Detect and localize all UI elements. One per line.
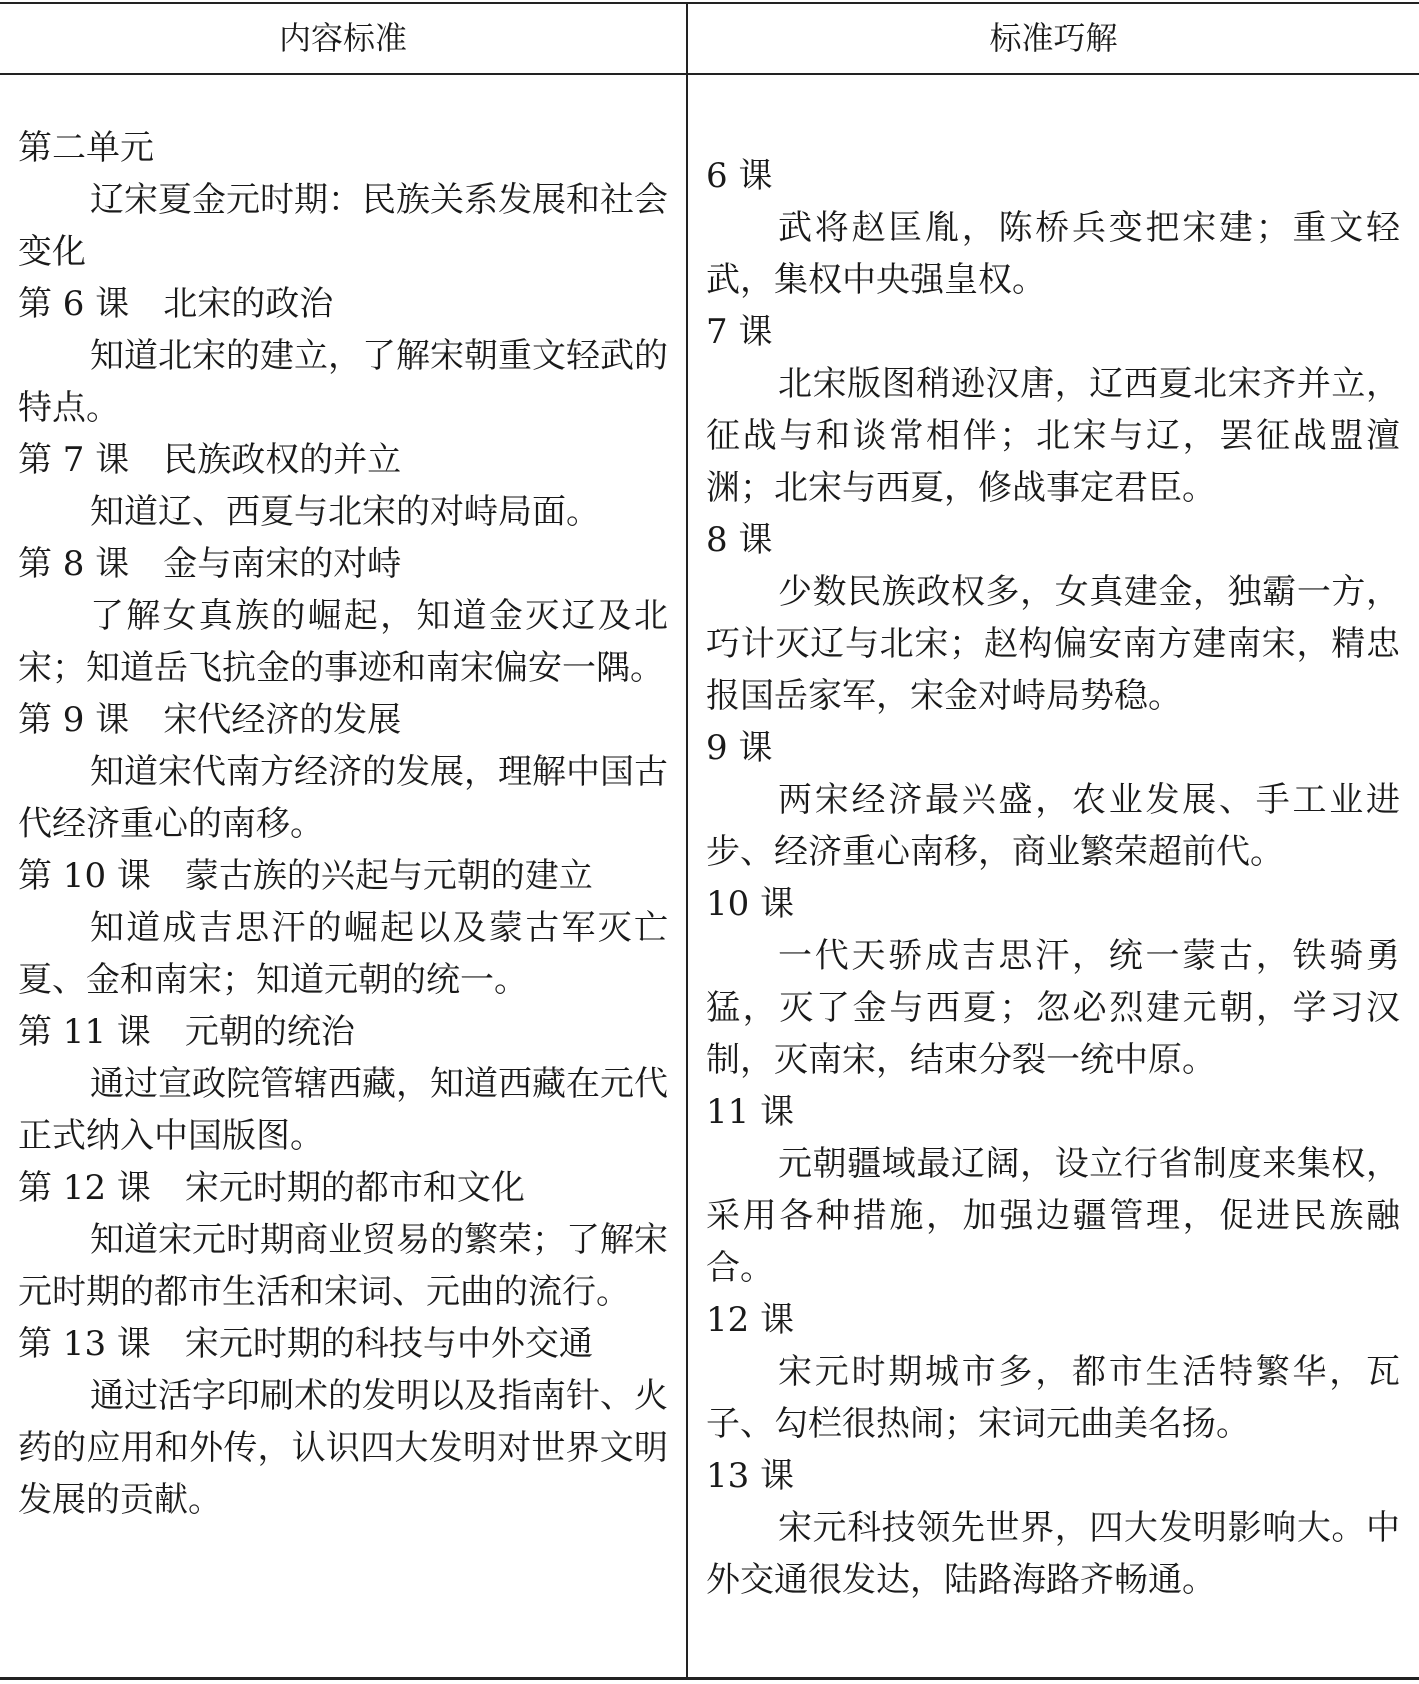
content-standard-column xyxy=(18,122,668,1526)
lesson-heading: 第 13 课 宋元时期的科技与中外交通 xyxy=(18,1324,593,1364)
lesson-rhyme: 一代天骄成吉思汗，统一蒙古，铁骑勇猛，灭了金与西夏；忽必烈建元朝，学习汉制，灭南宋，结束分裂一统中原。 xyxy=(706,936,1400,1080)
column-header-content-standard: 内容标准 xyxy=(278,19,407,57)
lesson-standard: 了解女真族的崛起，知道金灭辽及北宋；知道岳飞抗金的事迹和南宋偏安一隅。 xyxy=(18,596,668,688)
column-header-standard-explained: 标准巧解 xyxy=(989,19,1118,57)
table-header-rule xyxy=(0,73,1419,75)
column-divider xyxy=(686,2,688,1679)
lesson-number: 9 课 xyxy=(706,728,773,768)
lesson-rhyme: 北宋版图稍逊汉唐，辽西夏北宋齐并立，征战与和谈常相伴；北宋与辽，罢征战盟澶渊；北宋与西夏，修战事定君臣。 xyxy=(706,364,1400,508)
lesson-heading: 第 11 课 元朝的统治 xyxy=(18,1012,355,1052)
unit-title: 第二单元 xyxy=(18,128,154,168)
lesson-standard: 知道宋代南方经济的发展，理解中国古代经济重心的南移。 xyxy=(18,752,668,844)
lesson-standard: 知道北宋的建立，了解宋朝重文轻武的特点。 xyxy=(18,336,668,428)
lesson-standard: 知道辽、西夏与北宋的对峙局面。 xyxy=(90,492,600,532)
lesson-heading: 第 8 课 金与南宋的对峙 xyxy=(18,544,402,584)
lesson-heading: 第 6 课 北宋的政治 xyxy=(18,284,334,324)
lesson-number: 10 课 xyxy=(706,884,795,924)
lesson-number: 11 课 xyxy=(706,1092,795,1132)
lesson-rhyme: 元朝疆域最辽阔，设立行省制度来集权，采用各种措施，加强边疆管理，促进民族融合。 xyxy=(706,1144,1400,1288)
lesson-heading: 第 9 课 宋代经济的发展 xyxy=(18,700,402,740)
lesson-rhyme: 少数民族政权多，女真建金，独霸一方，巧计灭辽与北宋；赵构偏安南方建南宋，精忠报国岳家军，宋金对峙局势稳。 xyxy=(706,572,1400,716)
lesson-standard: 知道成吉思汗的崛起以及蒙古军灭亡夏、金和南宋；知道元朝的统一。 xyxy=(18,908,668,1000)
lesson-standard: 通过宣政院管辖西藏，知道西藏在元代正式纳入中国版图。 xyxy=(18,1064,668,1156)
lesson-number: 6 课 xyxy=(706,156,773,196)
lesson-standard: 通过活字印刷术的发明以及指南针、火药的应用和外传，认识四大发明对世界文明发展的贡献。 xyxy=(18,1376,668,1520)
unit-subtitle: 辽宋夏金元时期：民族关系发展和社会变化 xyxy=(18,180,668,272)
table-bottom-rule xyxy=(0,1677,1419,1680)
lesson-rhyme: 武将赵匡胤，陈桥兵变把宋建；重文轻武，集权中央强皇权。 xyxy=(706,208,1400,300)
lesson-rhyme: 宋元科技领先世界，四大发明影响大。中外交通很发达，陆路海路齐畅通。 xyxy=(706,1508,1400,1600)
lesson-heading: 第 10 课 蒙古族的兴起与元朝的建立 xyxy=(18,856,593,896)
lesson-number: 13 课 xyxy=(706,1456,795,1496)
lesson-number: 7 课 xyxy=(706,312,773,352)
lesson-standard: 知道宋元时期商业贸易的繁荣；了解宋元时期的都市生活和宋词、元曲的流行。 xyxy=(18,1220,668,1312)
lesson-number: 8 课 xyxy=(706,520,773,560)
lesson-rhyme: 两宋经济最兴盛，农业发展、手工业进步、经济重心南移，商业繁荣超前代。 xyxy=(706,780,1400,872)
lesson-heading: 第 7 课 民族政权的并立 xyxy=(18,440,402,480)
standard-explained-column xyxy=(706,150,1400,1606)
lesson-rhyme: 宋元时期城市多，都市生活特繁华，瓦子、勾栏很热闹；宋词元曲美名扬。 xyxy=(706,1352,1400,1444)
lesson-heading: 第 12 课 宋元时期的都市和文化 xyxy=(18,1168,525,1208)
lesson-number: 12 课 xyxy=(706,1300,795,1340)
